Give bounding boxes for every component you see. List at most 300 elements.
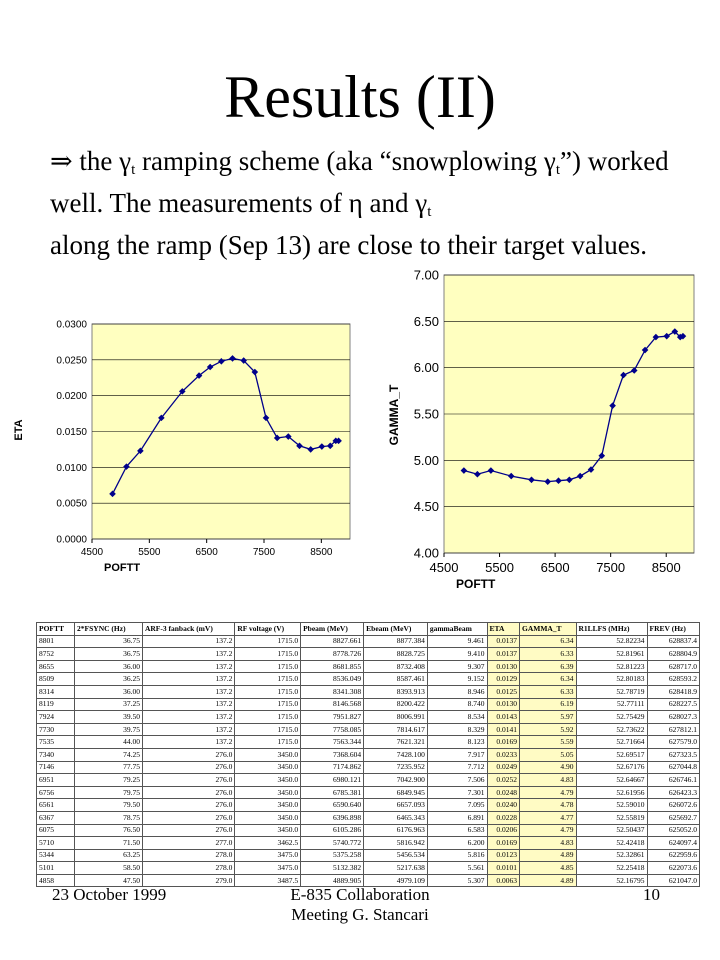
eta-x-tick-label: 6500 — [195, 547, 218, 558]
table-cell: 4.85 — [519, 862, 576, 875]
eta-y-axis-label: ETA — [13, 419, 25, 441]
table-cell: 3450.0 — [235, 748, 301, 761]
table-cell: 6.33 — [519, 648, 576, 661]
table-cell: 8.946 — [427, 685, 487, 698]
table-cell: 36.75 — [75, 648, 143, 661]
table-cell: 4.79 — [519, 786, 576, 799]
table-cell: 5344 — [37, 849, 75, 862]
table-cell: 78.75 — [75, 811, 143, 824]
table-cell: 1715.0 — [235, 685, 301, 698]
table-cell: 7340 — [37, 748, 75, 761]
table-cell: 5740.772 — [301, 837, 364, 850]
gamma-t-y-tick-label: 6.00 — [413, 360, 439, 376]
table-cell: 6657.093 — [364, 799, 428, 812]
table-cell: 39.50 — [75, 711, 143, 724]
table-cell: 6465.343 — [364, 811, 428, 824]
table-cell: 52.69517 — [576, 748, 647, 761]
table-cell: 5375.258 — [301, 849, 364, 862]
data-table-container — [36, 622, 700, 892]
table-cell: 36.25 — [75, 673, 143, 686]
gamma-t-x-tick-label: 4500 — [429, 560, 459, 575]
table-row — [37, 660, 700, 673]
table-cell: 8200.422 — [364, 698, 428, 711]
table-cell: 52.67176 — [576, 761, 647, 774]
table-cell: 76.50 — [75, 824, 143, 837]
table-cell: 5710 — [37, 837, 75, 850]
table-row — [37, 635, 700, 648]
table-cell: 6561 — [37, 799, 75, 812]
data-table — [36, 622, 700, 887]
table-cell: 1715.0 — [235, 723, 301, 736]
table-cell: 276.0 — [142, 799, 234, 812]
table-header-cell: ARF-3 fanback (mV) — [142, 623, 234, 636]
table-cell: 137.2 — [142, 685, 234, 698]
table-cell: 3450.0 — [235, 824, 301, 837]
table-cell: 7146 — [37, 761, 75, 774]
table-cell: 36.75 — [75, 635, 143, 648]
table-cell: 7.095 — [427, 799, 487, 812]
table-cell: 1715.0 — [235, 648, 301, 661]
table-cell: 5.307 — [427, 874, 487, 887]
table-cell: 3475.0 — [235, 849, 301, 862]
table-header-cell: 2*FSYNC (Hz) — [75, 623, 143, 636]
table-cell: 0.0169 — [487, 736, 519, 749]
table-cell: 6.34 — [519, 635, 576, 648]
eta-y-tick-label: 0.0300 — [56, 319, 87, 331]
table-cell: 627579.0 — [647, 736, 699, 749]
table-cell: 8655 — [37, 660, 75, 673]
table-cell: 276.0 — [142, 761, 234, 774]
eta-symbol: η — [348, 188, 363, 218]
table-cell: 77.75 — [75, 761, 143, 774]
table-cell: 52.71664 — [576, 736, 647, 749]
table-cell: 1715.0 — [235, 673, 301, 686]
table-cell: 621047.0 — [647, 874, 699, 887]
table-cell: 5101 — [37, 862, 75, 875]
table-cell: 137.2 — [142, 711, 234, 724]
footer-page-number: 10 — [643, 885, 660, 904]
table-cell: 3487.5 — [235, 874, 301, 887]
table-cell: 6.33 — [519, 685, 576, 698]
table-cell: 5.816 — [427, 849, 487, 862]
table-cell: 5456.534 — [364, 849, 428, 862]
table-cell: 4.90 — [519, 761, 576, 774]
implies-arrow-icon: ⇒ — [50, 146, 73, 176]
table-cell: 276.0 — [142, 786, 234, 799]
table-cell: 6075 — [37, 824, 75, 837]
table-header-cell: Ebeam (MeV) — [364, 623, 428, 636]
table-cell: 3450.0 — [235, 811, 301, 824]
table-cell: 5217.638 — [364, 862, 428, 875]
table-cell: 279.0 — [142, 874, 234, 887]
bullet-phrase: ”) worked well. The measurements of — [50, 146, 669, 218]
table-cell: 0.0063 — [487, 874, 519, 887]
table-cell: 52.55819 — [576, 811, 647, 824]
table-cell: 626072.6 — [647, 799, 699, 812]
table-cell: 36.00 — [75, 685, 143, 698]
table-cell: 9.152 — [427, 673, 487, 686]
table-cell: 0.0101 — [487, 862, 519, 875]
table-cell: 52.80183 — [576, 673, 647, 686]
eta-x-axis-label: POFTT — [104, 562, 141, 574]
table-cell: 7.917 — [427, 748, 487, 761]
table-cell: 5.561 — [427, 862, 487, 875]
table-cell: 5.05 — [519, 748, 576, 761]
table-cell: 8.534 — [427, 711, 487, 724]
table-cell: 52.75429 — [576, 711, 647, 724]
gamma-t-x-tick-label: 7500 — [596, 560, 626, 575]
table-row — [37, 761, 700, 774]
table-cell: 52.82234 — [576, 635, 647, 648]
table-cell: 8752 — [37, 648, 75, 661]
gamma-t-x-tick-label: 6500 — [540, 560, 570, 575]
table-cell: 622073.6 — [647, 862, 699, 875]
table-cell: 7.506 — [427, 774, 487, 787]
table-cell: 44.00 — [75, 736, 143, 749]
table-cell: 4.77 — [519, 811, 576, 824]
table-cell: 627812.1 — [647, 723, 699, 736]
table-cell: 6.19 — [519, 698, 576, 711]
table-cell: 52.59010 — [576, 799, 647, 812]
eta-x-tick-label: 5500 — [138, 547, 161, 558]
table-row — [37, 723, 700, 736]
eta-y-tick-label: 0.0250 — [56, 355, 87, 367]
table-cell: 8587.461 — [364, 673, 428, 686]
table-cell: 4889.905 — [301, 874, 364, 887]
table-cell: 8146.568 — [301, 698, 364, 711]
table-cell: 3450.0 — [235, 799, 301, 812]
table-cell: 58.50 — [75, 862, 143, 875]
table-cell: 137.2 — [142, 648, 234, 661]
table-row — [37, 698, 700, 711]
gamma-subscript: t — [131, 162, 136, 178]
table-cell: 628593.2 — [647, 673, 699, 686]
eta-x-tick-label: 4500 — [80, 547, 104, 558]
table-cell: 7951.827 — [301, 711, 364, 724]
eta-y-tick-label: 0.0100 — [56, 462, 87, 474]
table-cell: 1715.0 — [235, 698, 301, 711]
table-row — [37, 736, 700, 749]
gamma-subscript: t — [427, 204, 432, 220]
table-cell: 37.25 — [75, 698, 143, 711]
table-cell: 137.2 — [142, 635, 234, 648]
table-cell: 4.83 — [519, 837, 576, 850]
table-cell: 52.16795 — [576, 874, 647, 887]
table-row — [37, 811, 700, 824]
table-cell: 6.200 — [427, 837, 487, 850]
table-header-cell: GAMMA_T — [519, 623, 576, 636]
table-cell: 8732.408 — [364, 660, 428, 673]
table-cell: 5.92 — [519, 723, 576, 736]
table-cell: 36.00 — [75, 660, 143, 673]
table-row — [37, 799, 700, 812]
table-cell: 6367 — [37, 811, 75, 824]
table-cell: 626746.1 — [647, 774, 699, 787]
table-cell: 4.78 — [519, 799, 576, 812]
table-cell: 1715.0 — [235, 736, 301, 749]
table-cell: 0.0141 — [487, 723, 519, 736]
table-cell: 6951 — [37, 774, 75, 787]
table-cell: 1715.0 — [235, 635, 301, 648]
footer-event-line2: Meeting G. Stancari — [291, 905, 429, 924]
table-cell: 0.0206 — [487, 824, 519, 837]
table-cell: 8.740 — [427, 698, 487, 711]
table-header-cell: R1LLFS (MHz) — [576, 623, 647, 636]
table-cell: 625052.0 — [647, 824, 699, 837]
gamma-t-y-tick-label: 4.50 — [413, 499, 439, 515]
table-cell: 8006.991 — [364, 711, 428, 724]
table-cell: 71.50 — [75, 837, 143, 850]
table-cell: 0.0249 — [487, 761, 519, 774]
eta-y-tick-label: 0.0200 — [56, 391, 87, 403]
bullet-phrase: ramping scheme (aka “snowplowing — [141, 146, 538, 176]
table-cell: 628837.4 — [647, 635, 699, 648]
table-header-cell: Pbeam (MeV) — [301, 623, 364, 636]
table-cell: 3462.5 — [235, 837, 301, 850]
table-cell: 137.2 — [142, 673, 234, 686]
table-row — [37, 648, 700, 661]
table-cell: 137.2 — [142, 698, 234, 711]
bullet-word: and — [369, 188, 409, 218]
table-cell: 8681.855 — [301, 660, 364, 673]
table-cell: 276.0 — [142, 811, 234, 824]
table-row — [37, 837, 700, 850]
table-cell: 0.0129 — [487, 673, 519, 686]
gamma-t-x-tick-label: 5500 — [485, 560, 515, 575]
table-cell: 6980.121 — [301, 774, 364, 787]
gamma-t-chart-group — [387, 268, 694, 591]
table-cell: 9.307 — [427, 660, 487, 673]
table-cell: 6105.286 — [301, 824, 364, 837]
table-row — [37, 862, 700, 875]
table-cell: 622959.6 — [647, 849, 699, 862]
gamma-symbol: γ — [415, 188, 428, 218]
table-cell: 52.32861 — [576, 849, 647, 862]
table-cell: 7758.085 — [301, 723, 364, 736]
table-cell: 7814.617 — [364, 723, 428, 736]
table-row — [37, 748, 700, 761]
table-cell: 52.81223 — [576, 660, 647, 673]
table-cell: 4979.109 — [364, 874, 428, 887]
table-cell: 7535 — [37, 736, 75, 749]
table-cell: 47.50 — [75, 874, 143, 887]
table-cell: 0.0130 — [487, 660, 519, 673]
footer-date: 23 October 1999 — [52, 885, 167, 904]
table-cell: 6396.898 — [301, 811, 364, 824]
table-cell: 4858 — [37, 874, 75, 887]
table-cell: 276.0 — [142, 824, 234, 837]
table-cell: 626423.3 — [647, 786, 699, 799]
table-cell: 628717.0 — [647, 660, 699, 673]
table-header-cell: POFTT — [37, 623, 75, 636]
table-cell: 8536.049 — [301, 673, 364, 686]
table-cell: 277.0 — [142, 837, 234, 850]
gamma-symbol: γ — [119, 146, 132, 176]
table-cell: 7042.900 — [364, 774, 428, 787]
table-cell: 7368.604 — [301, 748, 364, 761]
eta-y-tick-label: 0.0050 — [56, 498, 87, 510]
table-cell: 4.79 — [519, 824, 576, 837]
table-cell: 6.39 — [519, 660, 576, 673]
table-cell: 7924 — [37, 711, 75, 724]
table-cell: 4.89 — [519, 874, 576, 887]
table-cell: 6849.945 — [364, 786, 428, 799]
table-header-row — [37, 623, 700, 636]
table-cell: 8341.308 — [301, 685, 364, 698]
table-cell: 5.97 — [519, 711, 576, 724]
table-cell: 6756 — [37, 786, 75, 799]
table-cell: 276.0 — [142, 748, 234, 761]
table-cell: 9.461 — [427, 635, 487, 648]
table-cell: 0.0228 — [487, 811, 519, 824]
table-cell: 52.81961 — [576, 648, 647, 661]
table-cell: 3450.0 — [235, 786, 301, 799]
eta-chart-group — [13, 320, 350, 575]
table-cell: 0.0240 — [487, 799, 519, 812]
gamma-t-y-tick-label: 7.00 — [413, 267, 439, 283]
table-cell: 74.25 — [75, 748, 143, 761]
table-cell: 7621.321 — [364, 736, 428, 749]
table-cell: 7.712 — [427, 761, 487, 774]
table-cell: 8801 — [37, 635, 75, 648]
bullet-phrase: along the ramp (Sep 13) are close to their target values. — [50, 230, 648, 260]
table-cell: 7.301 — [427, 786, 487, 799]
table-cell: 6176.963 — [364, 824, 428, 837]
gamma-symbol: γ — [543, 146, 556, 176]
table-cell: 39.75 — [75, 723, 143, 736]
table-cell: 4.83 — [519, 774, 576, 787]
table-cell: 8778.726 — [301, 648, 364, 661]
table-cell: 52.64667 — [576, 774, 647, 787]
table-cell: 9.410 — [427, 648, 487, 661]
gamma-subscript: t — [555, 162, 560, 178]
table-cell: 8.329 — [427, 723, 487, 736]
table-cell: 7730 — [37, 723, 75, 736]
gamma-t-y-tick-label: 6.50 — [413, 313, 439, 329]
table-row — [37, 711, 700, 724]
table-cell: 278.0 — [142, 849, 234, 862]
table-cell: 52.61956 — [576, 786, 647, 799]
table-cell: 0.0125 — [487, 685, 519, 698]
table-cell: 5.59 — [519, 736, 576, 749]
table-cell: 79.75 — [75, 786, 143, 799]
table-row — [37, 673, 700, 686]
table-cell: 4.89 — [519, 849, 576, 862]
table-cell: 6785.381 — [301, 786, 364, 799]
table-cell: 79.25 — [75, 774, 143, 787]
table-cell: 0.0137 — [487, 635, 519, 648]
table-cell: 628227.5 — [647, 698, 699, 711]
table-cell: 628027.3 — [647, 711, 699, 724]
table-cell: 8877.384 — [364, 635, 428, 648]
table-cell: 6.34 — [519, 673, 576, 686]
table-cell: 625692.7 — [647, 811, 699, 824]
bullet-word: the — [79, 146, 113, 176]
table-cell: 6.891 — [427, 811, 487, 824]
gamma-t-y-tick-label: 4.00 — [413, 545, 439, 561]
table-cell: 627323.5 — [647, 748, 699, 761]
table-cell: 0.0123 — [487, 849, 519, 862]
table-cell: 0.0169 — [487, 837, 519, 850]
table-cell: 624097.4 — [647, 837, 699, 850]
eta-y-tick-label: 0.0150 — [56, 427, 87, 438]
eta-x-tick-label: 8500 — [310, 547, 333, 558]
table-cell: 52.50437 — [576, 824, 647, 837]
table-cell: 3450.0 — [235, 761, 301, 774]
table-cell: 6590.640 — [301, 799, 364, 812]
table-cell: 7563.344 — [301, 736, 364, 749]
gamma-t-x-tick-label: 8500 — [651, 560, 681, 575]
gamma-t-y-tick-label: 5.50 — [413, 406, 439, 422]
table-cell: 0.0137 — [487, 648, 519, 661]
table-cell: 7174.862 — [301, 761, 364, 774]
table-cell: 137.2 — [142, 660, 234, 673]
table-cell: 52.77111 — [576, 698, 647, 711]
table-cell: 0.0252 — [487, 774, 519, 787]
table-cell: 1715.0 — [235, 711, 301, 724]
table-cell: 1715.0 — [235, 660, 301, 673]
table-cell: 0.0233 — [487, 748, 519, 761]
table-cell: 3475.0 — [235, 862, 301, 875]
gamma-t-x-axis-label: POFTT — [456, 577, 496, 591]
table-cell: 276.0 — [142, 774, 234, 787]
table-cell: 8119 — [37, 698, 75, 711]
table-cell: 0.0130 — [487, 698, 519, 711]
table-cell: 52.73622 — [576, 723, 647, 736]
eta-y-tick-label: 0.0000 — [56, 534, 87, 546]
table-cell: 8393.913 — [364, 685, 428, 698]
table-cell: 79.50 — [75, 799, 143, 812]
table-cell: 8828.725 — [364, 648, 428, 661]
table-cell: 52.42418 — [576, 837, 647, 850]
table-cell: 137.2 — [142, 736, 234, 749]
table-row — [37, 849, 700, 862]
table-cell: 627044.8 — [647, 761, 699, 774]
table-cell: 6.583 — [427, 824, 487, 837]
table-row — [37, 774, 700, 787]
table-cell: 8827.661 — [301, 635, 364, 648]
table-header-cell: gammaBeam — [427, 623, 487, 636]
table-cell: 63.25 — [75, 849, 143, 862]
table-cell: 7428.100 — [364, 748, 428, 761]
table-header-cell: RF voltage (V) — [235, 623, 301, 636]
table-cell: 7235.952 — [364, 761, 428, 774]
table-cell: 628418.9 — [647, 685, 699, 698]
table-header-cell: ETA — [487, 623, 519, 636]
gamma-t-y-axis-label: GAMMA_T — [387, 384, 401, 446]
table-cell: 137.2 — [142, 723, 234, 736]
table-cell: 52.25418 — [576, 862, 647, 875]
table-cell: 5816.942 — [364, 837, 428, 850]
slide-title: Results (II) — [224, 64, 496, 130]
table-cell: 3450.0 — [235, 774, 301, 787]
table-row — [37, 685, 700, 698]
table-row — [37, 786, 700, 799]
footer-event-line1: E-835 Collaboration — [290, 885, 430, 904]
table-cell: 278.0 — [142, 862, 234, 875]
gamma-t-y-tick-label: 5.00 — [413, 452, 439, 468]
table-cell: 8314 — [37, 685, 75, 698]
table-row — [37, 824, 700, 837]
table-cell: 8.123 — [427, 736, 487, 749]
table-cell: 0.0248 — [487, 786, 519, 799]
table-cell: 0.0143 — [487, 711, 519, 724]
table-cell: 5132.382 — [301, 862, 364, 875]
table-cell: 52.78719 — [576, 685, 647, 698]
table-cell: 628804.9 — [647, 648, 699, 661]
footer-event — [260, 885, 460, 925]
table-header-cell: FREV (Hz) — [647, 623, 699, 636]
